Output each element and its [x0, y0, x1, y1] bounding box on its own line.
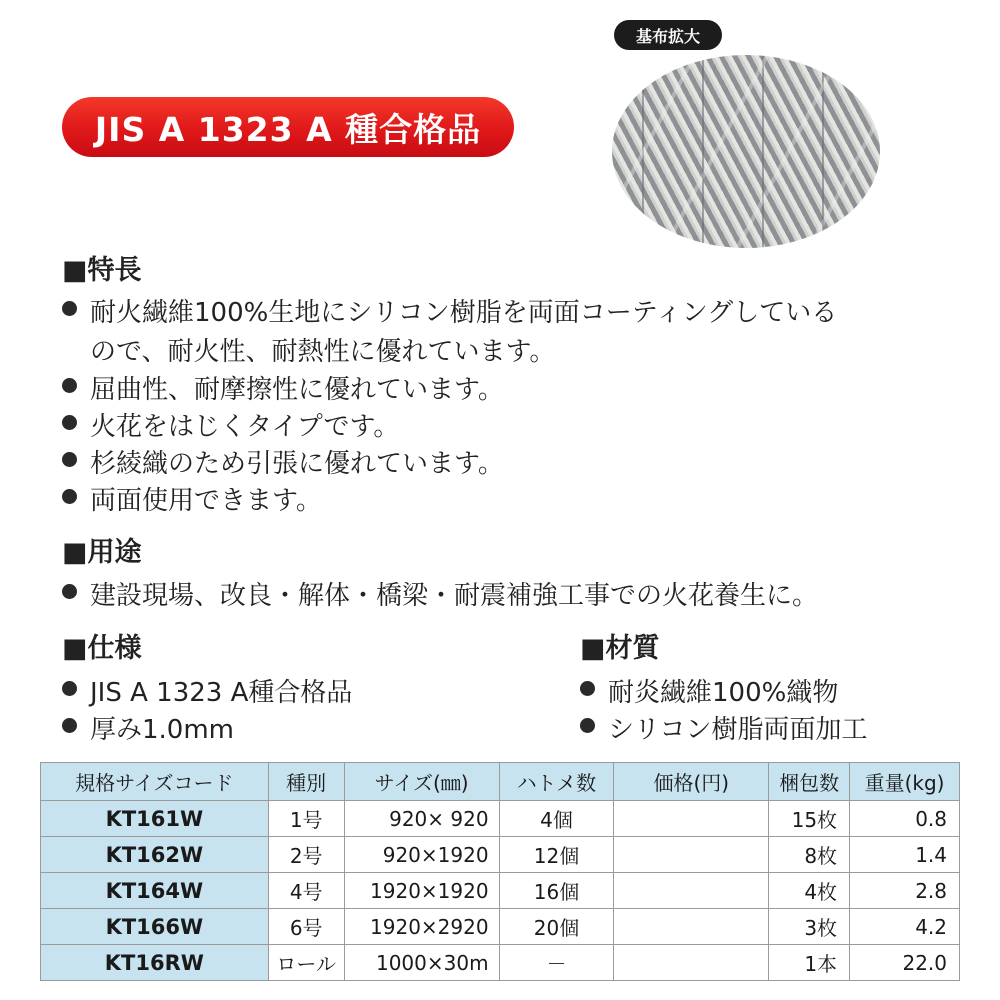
grommet-count-cell: 12個 [499, 837, 614, 873]
pack-quantity-cell: 4枚 [769, 873, 850, 909]
type-cell: 2号 [268, 837, 344, 873]
bullet-icon [62, 489, 77, 504]
feature-item-text: 耐火繊維100%生地にシリコン樹脂を両面コーティングしている [90, 298, 838, 328]
type-cell: 4号 [268, 873, 344, 909]
column-header: ハトメ数 [499, 763, 614, 801]
size-cell: 1000×30m [344, 945, 499, 981]
size-cell: 920×1920 [344, 837, 499, 873]
features-heading: ■特長 [62, 255, 142, 286]
column-header: 種別 [268, 763, 344, 801]
bullet-icon [62, 415, 77, 430]
spec-item [62, 709, 234, 746]
bullet-icon [580, 681, 595, 696]
type-cell: ロール [268, 945, 344, 981]
bullet-icon [62, 301, 77, 316]
feature-item [62, 443, 504, 480]
type-cell: 1号 [268, 801, 344, 837]
grommet-count-cell: 4個 [499, 801, 614, 837]
size-cell: 1920×2920 [344, 909, 499, 945]
bullet-icon [580, 718, 595, 733]
spec-item [62, 672, 352, 709]
table-header-row [41, 763, 960, 801]
feature-item [62, 480, 322, 517]
price-cell [614, 945, 769, 981]
grommet-count-cell: － [499, 945, 614, 981]
table-row [41, 801, 960, 837]
table-row [41, 909, 960, 945]
bullet-icon [62, 681, 77, 696]
product-code-cell: KT162W [41, 837, 269, 873]
feature-item [62, 292, 837, 329]
feature-item-continuation: ので、耐火性、耐熱性に優れています。 [90, 337, 556, 367]
type-cell: 6号 [268, 909, 344, 945]
spec-item-text: 厚み1.0mm [90, 715, 235, 745]
feature-item [62, 406, 399, 443]
bullet-icon [62, 718, 77, 733]
weight-cell: 1.4 [850, 837, 960, 873]
table-row [41, 873, 960, 909]
pack-quantity-cell: 3枚 [769, 909, 850, 945]
price-cell [614, 909, 769, 945]
spec-heading: ■仕様 [62, 633, 142, 664]
bullet-icon [62, 378, 77, 393]
weight-cell: 22.0 [850, 945, 960, 981]
bullet-icon [62, 584, 77, 599]
material-item [580, 709, 867, 746]
product-code-cell: KT16RW [41, 945, 269, 981]
fabric-closeup-image [612, 55, 880, 248]
table-row [41, 837, 960, 873]
product-code-cell: KT166W [41, 909, 269, 945]
material-item-text: シリコン樹脂両面加工 [608, 715, 868, 745]
price-cell [614, 837, 769, 873]
weight-cell: 2.8 [850, 873, 960, 909]
spec-item-text: JIS A 1323 A種合格品 [90, 678, 353, 708]
grommet-count-cell: 16個 [499, 873, 614, 909]
usage-heading: ■用途 [62, 537, 142, 568]
fabric-pattern-overlay [612, 55, 880, 248]
material-item [580, 672, 838, 709]
column-header: 価格(円) [614, 763, 769, 801]
price-cell [614, 873, 769, 909]
column-header: 梱包数 [769, 763, 850, 801]
bullet-icon [62, 452, 77, 467]
pack-quantity-cell: 15枚 [769, 801, 850, 837]
grommet-count-cell: 20個 [499, 909, 614, 945]
size-cell: 920× 920 [344, 801, 499, 837]
column-header: 規格サイズコード [41, 763, 269, 801]
weight-cell: 4.2 [850, 909, 960, 945]
feature-item [62, 369, 504, 406]
certification-badge: JIS A 1323 A 種合格品 [62, 97, 514, 157]
product-code-cell: KT161W [41, 801, 269, 837]
material-heading: ■材質 [580, 633, 660, 664]
feature-item-text: 杉綾織のため引張に優れています。 [90, 449, 504, 479]
feature-item-text: 火花をはじくタイプです。 [90, 412, 400, 442]
weight-cell: 0.8 [850, 801, 960, 837]
fabric-closeup-label: 基布拡大 [614, 20, 722, 50]
size-cell: 1920×1920 [344, 873, 499, 909]
pack-quantity-cell: 8枚 [769, 837, 850, 873]
material-item-text: 耐炎繊維100%織物 [608, 678, 839, 708]
usage-item [62, 575, 818, 612]
column-header: 重量(kg) [850, 763, 960, 801]
feature-item-text: 屈曲性、耐摩擦性に優れています。 [90, 375, 504, 405]
usage-item-text: 建設現場、改良・解体・橋梁・耐震補強工事での火花養生に。 [90, 581, 819, 611]
table-row [41, 945, 960, 981]
price-cell [614, 801, 769, 837]
pack-quantity-cell: 1本 [769, 945, 850, 981]
feature-item-text: 両面使用できます。 [90, 486, 322, 516]
product-spec-table [40, 762, 960, 981]
column-header: サイズ(㎜) [344, 763, 499, 801]
product-code-cell: KT164W [41, 873, 269, 909]
